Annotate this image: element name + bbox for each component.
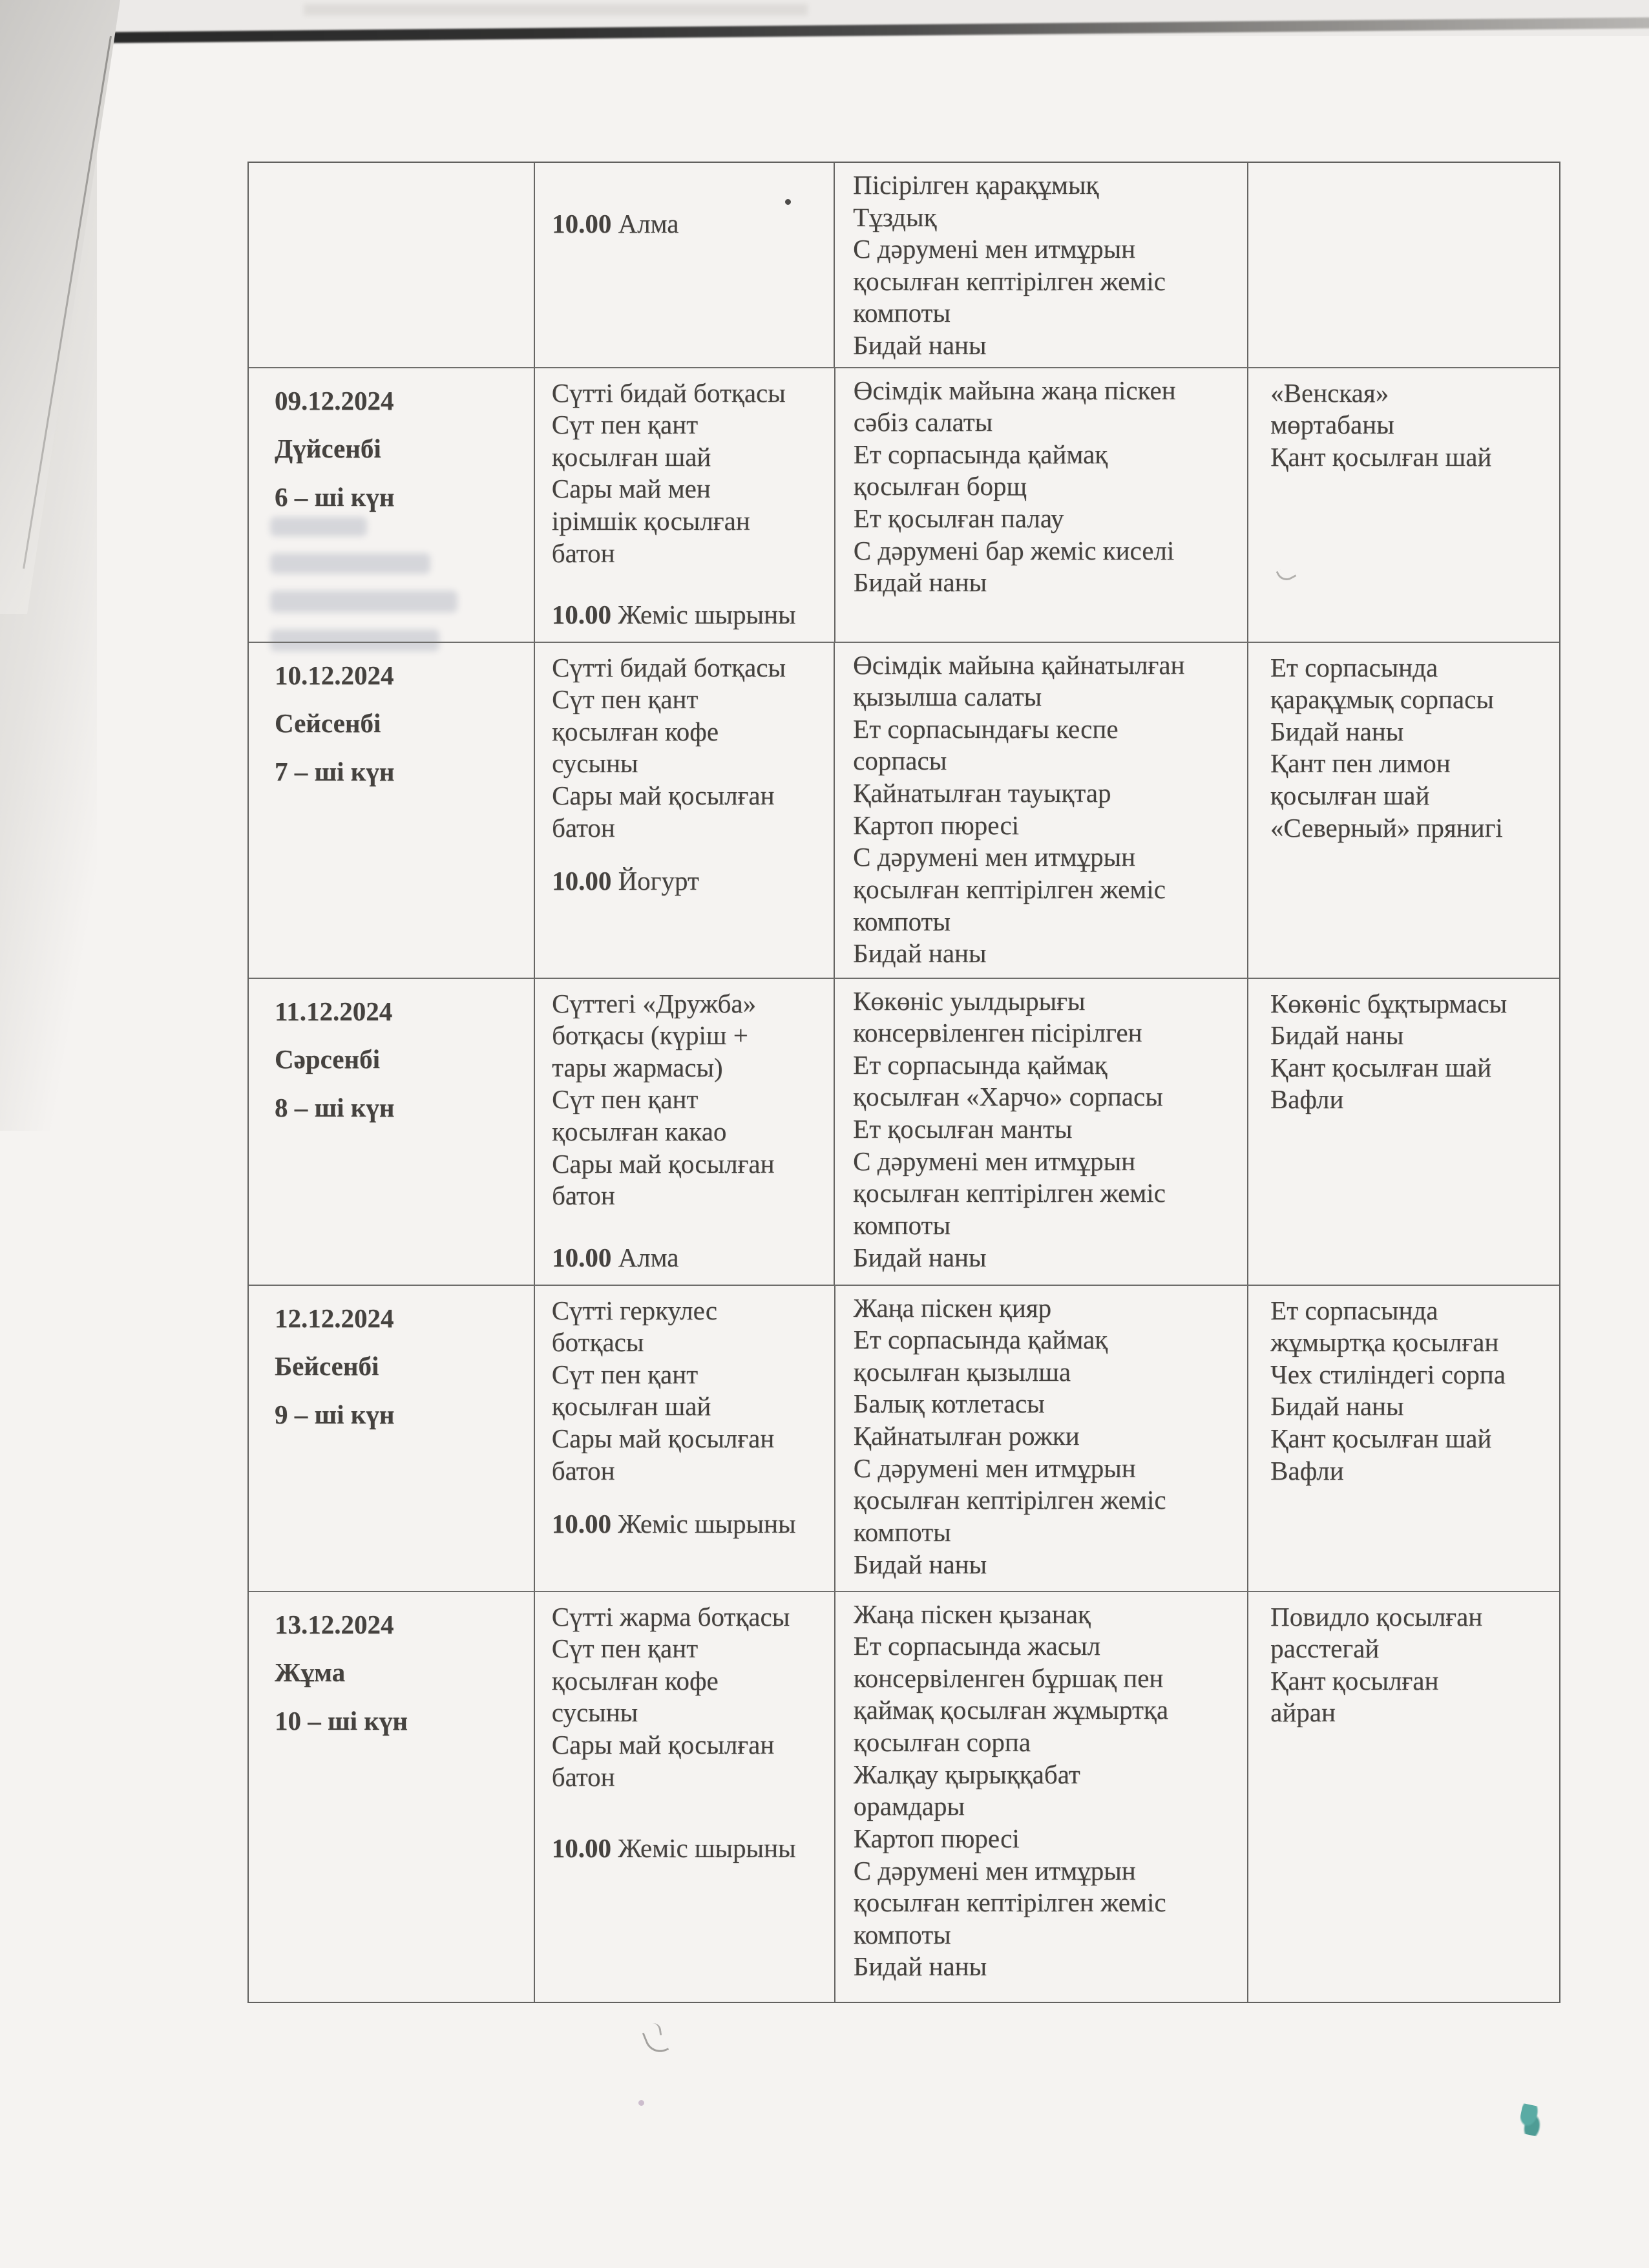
snack-item: Жеміс шырыны bbox=[618, 600, 796, 630]
menu-item: Ет сорпасында қаймақ қосылған борщ bbox=[853, 439, 1108, 501]
ink-dot bbox=[638, 2100, 644, 2106]
menu-item: Сары май қосылған батон bbox=[551, 1423, 775, 1486]
cell-date bbox=[249, 368, 534, 642]
menu-item: Қайнатылған тауықтар bbox=[853, 778, 1111, 808]
snack-item: Жеміс шырыны bbox=[618, 1509, 796, 1539]
menu-item: Қайнатылған рожки bbox=[853, 1421, 1080, 1451]
menu-item: Сүт пен қант қосылған какао bbox=[552, 1084, 727, 1147]
snack-time: 10.00 bbox=[552, 866, 612, 896]
menu-item: С дәрумені мен итмұрын қосылған кептірілген жеміс компоты bbox=[853, 1453, 1166, 1547]
pen-squiggle bbox=[642, 2026, 669, 2057]
table-row bbox=[249, 1285, 1559, 1591]
menu-item: Сүт пен қант қосылған шай bbox=[551, 410, 711, 472]
menu-item: «Венская» мөртабаны bbox=[1270, 377, 1394, 440]
weekday: Дүйсенбі bbox=[275, 434, 381, 464]
cell-breakfast bbox=[534, 979, 834, 1285]
menu-item: Ет сорпасында қарақұмық сорпасы bbox=[1270, 652, 1494, 715]
menu-item: Сүтті бидай ботқасы bbox=[552, 652, 786, 682]
weekday: Бейсенбі bbox=[275, 1351, 379, 1381]
table-row bbox=[249, 367, 1559, 642]
cell-afternoon-snack bbox=[1247, 1286, 1559, 1591]
menu-item: Бидай наны bbox=[853, 567, 987, 598]
menu-item: Жаңа піскен қызанақ bbox=[853, 1599, 1091, 1629]
menu-item: Вафли bbox=[1270, 1455, 1344, 1486]
snack-time: 10.00 bbox=[551, 600, 612, 630]
cell-breakfast bbox=[534, 368, 834, 642]
menu-item: Ет сорпасында жасыл консервіленген бұршақ пен қаймақ қосылған жұмыртқа қосылған сорпа bbox=[853, 1631, 1169, 1758]
menu-item: С дәрумені бар жеміс киселі bbox=[853, 535, 1175, 565]
cell-afternoon-snack bbox=[1247, 1592, 1559, 2002]
menu-item: «Северный» прянигі bbox=[1270, 812, 1503, 843]
cell-date bbox=[249, 1286, 534, 1591]
menu-item: Бидай наны bbox=[1270, 1020, 1404, 1051]
menu-item: Жалқау қырыққабат орамдары bbox=[853, 1759, 1080, 1822]
cell-date bbox=[249, 979, 534, 1285]
date: 11.12.2024 bbox=[275, 996, 393, 1026]
menu-item: Пісірілген қарақұмық bbox=[853, 170, 1099, 200]
menu-item: С дәрумені мен итмұрын қосылған кептірілген жеміс компоты bbox=[853, 234, 1166, 328]
menu-item: Ет сорпасында жұмыртқа қосылған Чех стиліндегі сорпа bbox=[1270, 1295, 1506, 1389]
cell-lunch bbox=[834, 979, 1247, 1285]
menu-item: Жаңа піскен қияр bbox=[853, 1292, 1052, 1323]
menu-item: С дәрумені мен итмұрын қосылған кептірілген жеміс компоты bbox=[853, 1146, 1166, 1240]
table-row bbox=[249, 163, 1559, 367]
menu-item: Вафли bbox=[1270, 1084, 1344, 1115]
menu-item: Балық котлетасы bbox=[853, 1389, 1045, 1419]
menu-table bbox=[247, 162, 1560, 2003]
snack-time: 10.00 bbox=[551, 1833, 612, 1864]
spacer bbox=[552, 1212, 795, 1242]
menu-item: Картоп пюресі bbox=[853, 1823, 1020, 1853]
menu-item: Бидай наны bbox=[853, 938, 987, 969]
snack-time-line bbox=[552, 1832, 795, 1865]
menu-item: Көкөніс уылдырығы консервіленген пісірілген bbox=[853, 985, 1142, 1048]
weekday: Жұма bbox=[275, 1657, 346, 1688]
menu-item: Ет сорпасында қаймақ қосылған қызылша bbox=[853, 1325, 1108, 1387]
table-row bbox=[249, 1591, 1559, 2002]
menu-item: Ет сорпасындағы кеспе сорпасы bbox=[853, 713, 1119, 776]
menu-item: Бидай наны bbox=[853, 1951, 987, 1982]
date: 10.12.2024 bbox=[275, 660, 394, 690]
spacer bbox=[552, 1793, 795, 1832]
snack-time: 10.00 bbox=[552, 209, 612, 238]
cell-lunch bbox=[834, 163, 1247, 367]
bleedthrough-smudge bbox=[304, 4, 808, 16]
menu-item: Ет қосылған палау bbox=[853, 503, 1064, 534]
menu-item: Бидай наны bbox=[1270, 1391, 1404, 1422]
snack-item: Алма bbox=[618, 209, 679, 238]
day-number: 7 – ші күн bbox=[275, 756, 395, 786]
day-number: 6 – ші күн bbox=[275, 481, 395, 512]
snack-time: 10.00 bbox=[552, 1243, 612, 1273]
menu-item: Ет қосылған манты bbox=[853, 1114, 1073, 1144]
menu-item: Сүтті жарма ботқасы bbox=[551, 1601, 790, 1632]
weekday: Сейсенбі bbox=[275, 708, 381, 739]
cell-afternoon-snack bbox=[1247, 368, 1559, 642]
menu-item: Сүт пен қант қосылған шай bbox=[551, 1359, 711, 1422]
menu-item: Қант пен лимон қосылған шай bbox=[1270, 748, 1451, 811]
spacer bbox=[552, 844, 795, 865]
snack-time: 10.00 bbox=[551, 1509, 612, 1539]
cell-lunch bbox=[834, 1286, 1247, 1591]
menu-item: Бидай наны bbox=[853, 330, 987, 361]
table-row bbox=[249, 642, 1559, 978]
table-row bbox=[249, 978, 1559, 1285]
snack-item: Йогурт bbox=[618, 866, 699, 896]
menu-item: Қант қосылған шай bbox=[1270, 1052, 1492, 1082]
cell-lunch bbox=[834, 368, 1247, 642]
cell-date bbox=[249, 643, 534, 978]
cell-afternoon-snack bbox=[1247, 979, 1559, 1285]
snack-time-line bbox=[552, 865, 795, 898]
menu-item: Қант қосылған шай bbox=[1270, 441, 1492, 472]
cell-lunch bbox=[834, 643, 1247, 978]
menu-item: Повидло қосылған расстегай bbox=[1270, 1601, 1483, 1664]
menu-item: Бидай наны bbox=[853, 1549, 987, 1579]
menu-item: Бидай наны bbox=[853, 1242, 987, 1272]
cell-afternoon-snack bbox=[1247, 643, 1559, 978]
menu-item: С дәрумені мен итмұрын қосылған кептірілген жеміс компоты bbox=[853, 842, 1166, 936]
cell-date bbox=[249, 1592, 534, 2002]
menu-item: Сүтті геркулес ботқасы bbox=[551, 1295, 718, 1358]
menu-item: Сары май қосылған батон bbox=[552, 1148, 775, 1211]
menu-item: Картоп пюресі bbox=[853, 810, 1020, 840]
cell-breakfast bbox=[534, 643, 834, 978]
menu-item: Сары май мен ірімшік қосылған батон bbox=[551, 474, 750, 568]
menu-item: Сары май қосылған батон bbox=[552, 781, 775, 843]
cell-breakfast bbox=[534, 1592, 834, 2002]
cell-breakfast bbox=[534, 163, 834, 367]
day-number: 10 – ші күн bbox=[275, 1705, 408, 1736]
cell-breakfast bbox=[534, 1286, 834, 1591]
menu-item: Өсімдік майына қайнатылған қызылша салаты bbox=[853, 649, 1185, 712]
cell-afternoon-snack bbox=[1247, 163, 1559, 367]
snack-time-line bbox=[552, 1508, 795, 1540]
cell-lunch bbox=[834, 1592, 1247, 2002]
menu-item: Сары май қосылған батон bbox=[551, 1730, 775, 1792]
date: 09.12.2024 bbox=[275, 385, 394, 415]
menu-item: Сүттегі «Дружба» ботқасы (күріш + тары жармасы) bbox=[552, 988, 757, 1082]
day-number: 8 – ші күн bbox=[275, 1092, 395, 1122]
day-number: 9 – ші күн bbox=[275, 1399, 395, 1429]
spacer bbox=[552, 1487, 795, 1508]
menu-item: Қант қосылған шай bbox=[1270, 1423, 1492, 1454]
menu-item: Қант қосылған айран bbox=[1270, 1665, 1439, 1728]
spacer bbox=[552, 569, 795, 599]
menu-item: Өсімдік майына жаңа піскен сәбіз салаты bbox=[853, 375, 1176, 437]
snack-time-line bbox=[552, 208, 795, 240]
menu-item: С дәрумені мен итмұрын қосылған кептірілген жеміс компоты bbox=[853, 1855, 1166, 1949]
weekday: Сәрсенбі bbox=[275, 1044, 381, 1075]
date: 12.12.2024 bbox=[275, 1303, 394, 1333]
menu-item: Тұздық bbox=[853, 202, 937, 232]
date: 13.12.2024 bbox=[275, 1609, 394, 1639]
snack-time-line bbox=[552, 599, 795, 631]
menu-item: Сүтті бидай ботқасы bbox=[551, 377, 786, 408]
teal-ink-mark bbox=[1517, 2103, 1545, 2137]
snack-time-line bbox=[552, 1242, 795, 1274]
menu-item: Бидай наны bbox=[1270, 716, 1404, 746]
menu-item: Көкөніс бұқтырмасы bbox=[1270, 988, 1507, 1018]
cell-date bbox=[249, 163, 534, 367]
menu-item: Сүт пен қант қосылған кофе сусыны bbox=[551, 1633, 719, 1728]
snack-item: Жеміс шырыны bbox=[618, 1833, 796, 1864]
menu-item: Сүт пен қант қосылған кофе сусыны bbox=[552, 684, 719, 779]
snack-item: Алма bbox=[618, 1243, 679, 1273]
menu-item: Ет сорпасында қаймақ қосылған «Харчо» сорпасы bbox=[853, 1049, 1163, 1112]
